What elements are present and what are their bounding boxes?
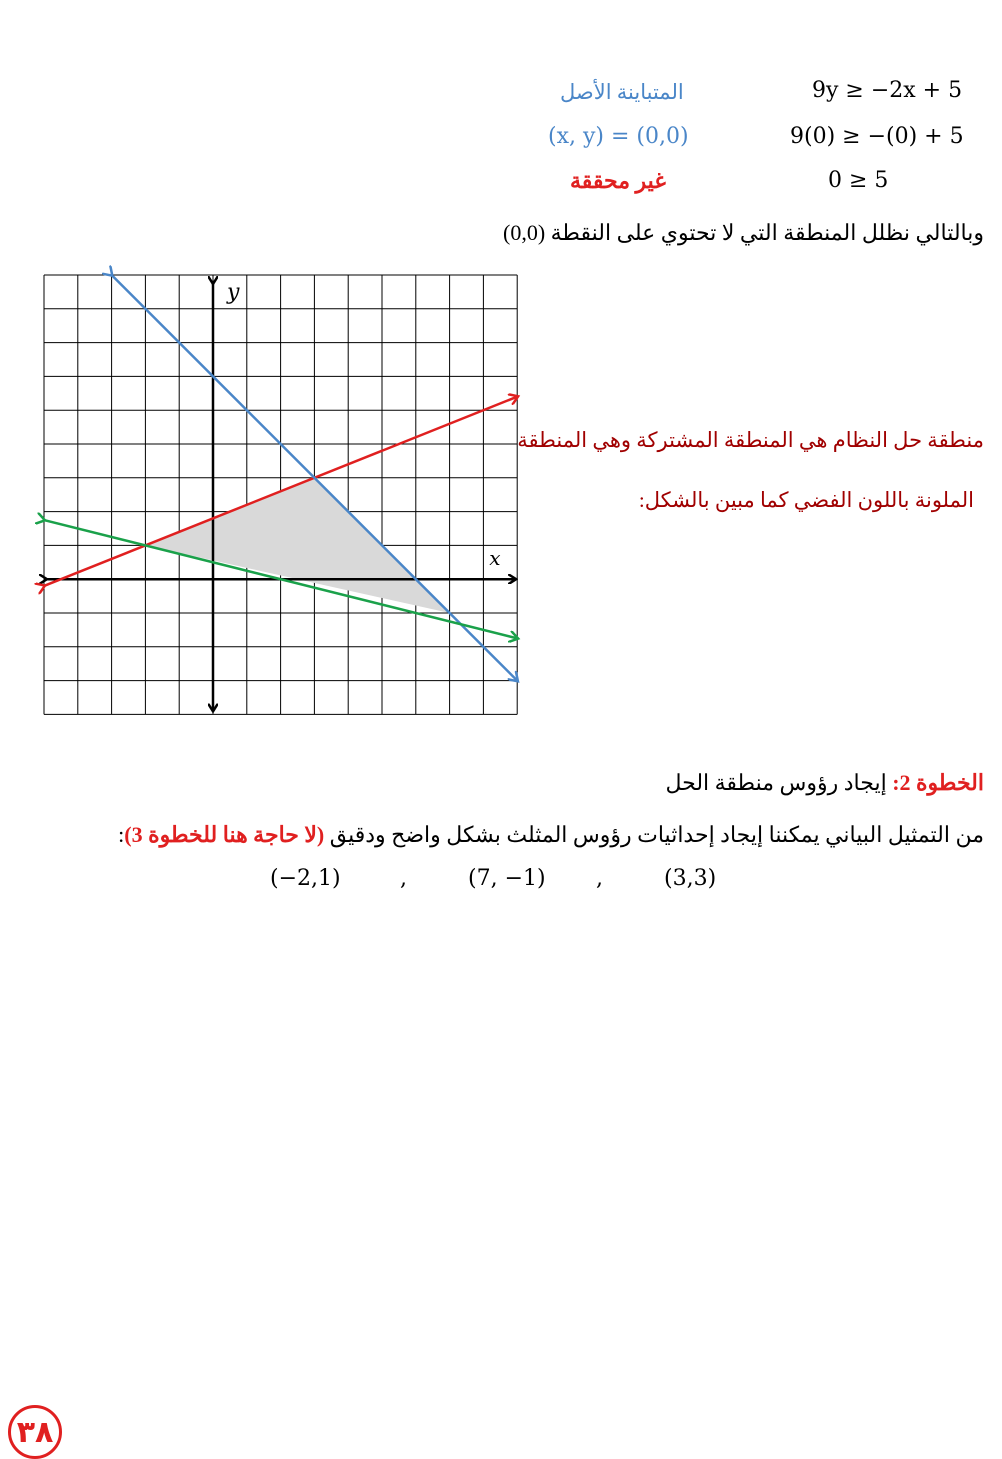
x-axis-label: x — [489, 546, 501, 571]
substituted-inequality: 9(0) ≥ −(0) + 5 — [790, 124, 964, 149]
y-axis-label: y — [227, 280, 240, 305]
original-inequality: 9y ≥ −2x + 5 — [812, 78, 963, 103]
result-inequality: 0 ≥ 5 — [828, 168, 889, 193]
separator-2: , — [400, 866, 407, 891]
vertex-7-neg1: (7, −1) — [468, 866, 546, 891]
step2-text: إيجاد رؤوس منطقة الحل — [665, 770, 887, 795]
page-number-badge: ٣٨ — [8, 1405, 62, 1459]
step2-heading: الخطوة 2: — [892, 770, 984, 795]
original-inequality-label: المتباينة الأصل — [560, 80, 684, 104]
step2-line — [665, 770, 984, 796]
graph-description-line1: منطقة حل النظام هي المنطقة المشتركة وهي المنطقة — [517, 428, 984, 452]
colon: : — [118, 822, 125, 847]
vertex-3-3: (3,3) — [664, 866, 717, 891]
test-point-label: (x, y) = (0,0) — [548, 124, 689, 149]
no-need-note: (لا حاجة هنا للخطوة 3) — [124, 822, 325, 847]
graph-description-line2: الملونة باللون الفضي كما مبين بالشكل: — [638, 488, 974, 512]
separator-1: , — [596, 866, 603, 891]
vertices-explanation — [118, 822, 984, 848]
not-satisfied-label: غير محققة — [570, 168, 666, 193]
vertex-neg2-1: (−2,1) — [270, 866, 341, 891]
vertices-explanation-text: من التمثيل البياني يمكننا إيجاد إحداثيات رؤوس المثلث بشكل واضح ودقيق — [329, 822, 984, 847]
shade-note: وبالتالي نظلل المنطقة التي لا تحتوي على النقطة (0,0) — [502, 220, 984, 245]
